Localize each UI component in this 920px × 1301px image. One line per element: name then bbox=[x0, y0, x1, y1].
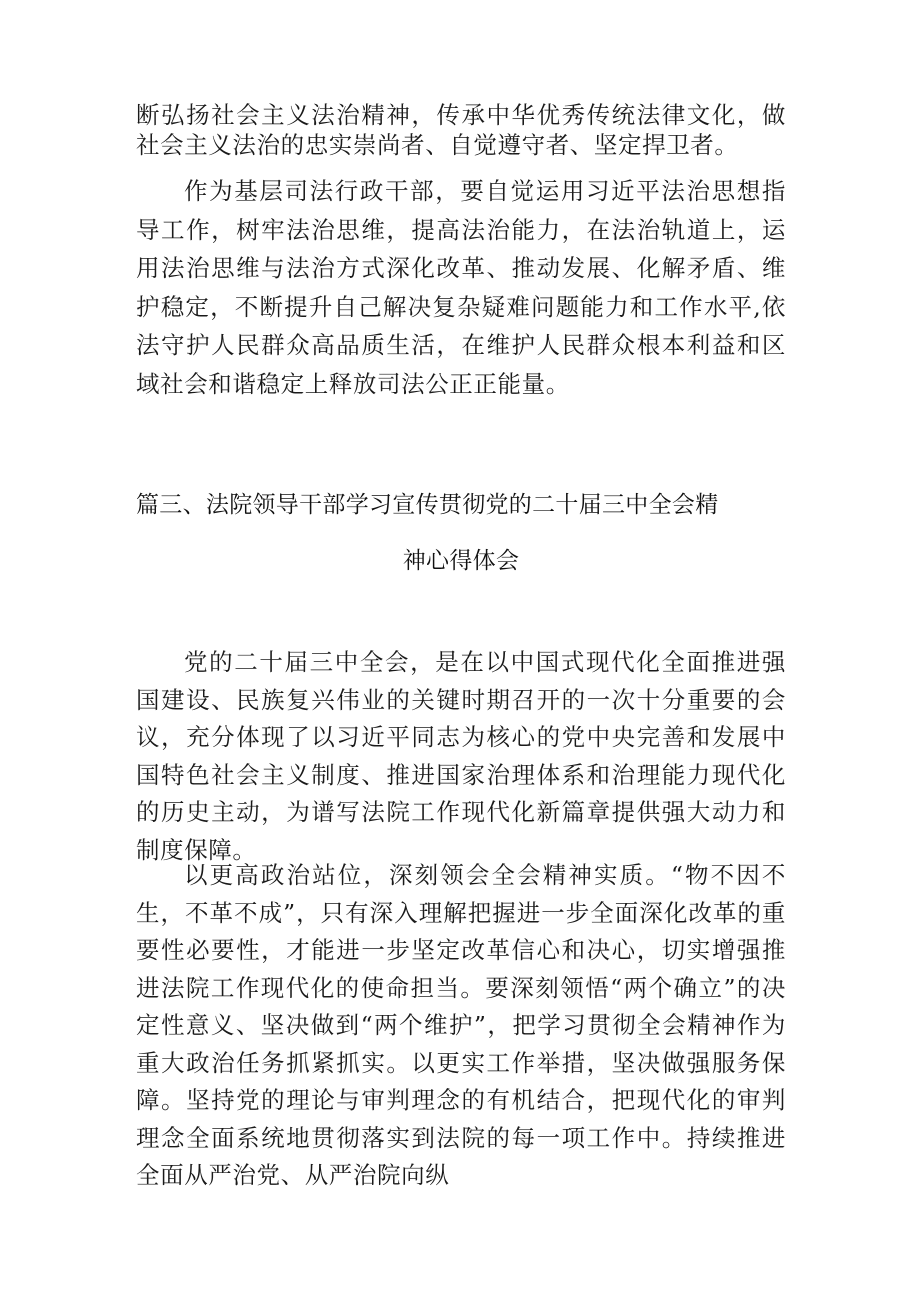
paragraph-grassroots-judicial: 作为基层司法行政干部，要自觉运用习近平法治思想指导工作，树牢法治思维，提高法治能力，在法治轨道上，运用法治思维与法治方式深化改革、推动发展、化解矛盾、维护稳定，不断提升自己解决复杂疑难问题能力和工作水平,依法守护人民群众高品质生活，在维护人民群众根本利益和区域社会和谐稳定上释放司法公正正能量。 bbox=[136, 177, 786, 398]
section-heading-line-2: 神心得体会 bbox=[402, 548, 520, 574]
paragraph-continuation: 断弘扬社会主义法治精神，传承中华优秀传统法律文化，做社会主义法治的忠实崇尚者、自觉遵守者、坚定捍卫者。 bbox=[136, 101, 786, 159]
section-heading-line-1: 篇三、法院领导干部学习宣传贯彻党的二十届三中全会精 bbox=[136, 492, 719, 518]
paragraph-plenary-session: 党的二十届三中全会，是在以中国式现代化全面推进强国建设、民族复兴伟业的关键时期召开的一次十分重要的会议，充分体现了以习近平同志为核心的党中央完善和发展中国特色社会主义制度、推进国家治理体系和治理能力现代化的历史主动，为谱写法院工作现代化新篇章提供强大动力和制度保障。 bbox=[136, 648, 786, 864]
paragraph-political-stance: 以更高政治站位，深刻领会全会精神实质。“物不因不生，不革不成”，只有深入理解把握进一步全面深化改革的重要性必要性，才能进一步坚定改革信心和决心，切实增强推进法院工作现代化的使命担当。要深刻领悟“两个确立”的决定性意义、坚决做到“两个维护”，把学习贯彻全会精神作为重大政治任务抓紧抓实。以更实工作举措，坚决做强服务保障。坚持党的理论与审判理念的有机结合，把现代化的审判理念全面系统地贯彻落实到法院的每一项工作中。持续推进全面从严治党、从严治院向纵 bbox=[136, 861, 786, 1189]
